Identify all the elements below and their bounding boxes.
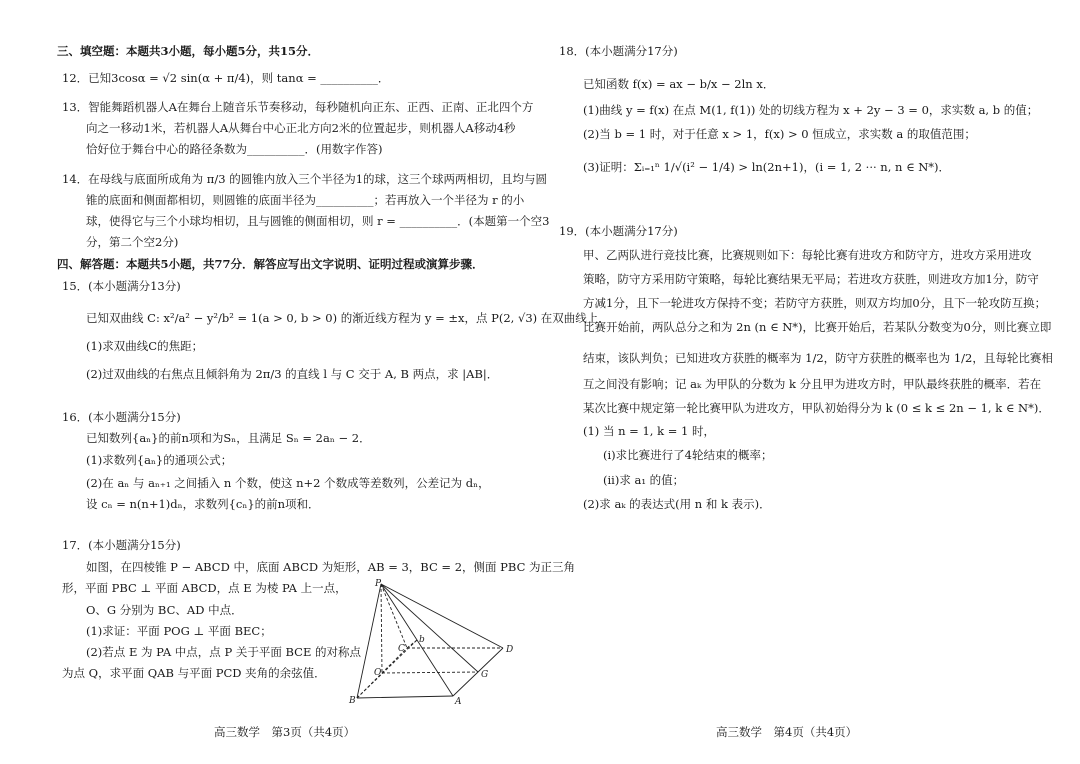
vertex-label: P: [375, 579, 382, 589]
question-19-line-3: 方减1分，且下一轮进攻方保持不变；若防守方获胜，则双方均加0分，且下一轮攻防互换；: [583, 296, 1047, 310]
question-14-line-2: 锥的底面和侧面都相切，则圆锥的底面半径为__________；若再放入一个半径为 r 的小: [86, 193, 525, 207]
section-answer-heading: 四、解答题：本题共5小题，共77分．解答应写出文字说明、证明过程或演算步骤．: [57, 257, 484, 271]
question-19-line-5: 结束，该队判负；已知进攻方获胜的概率为 1/2，防守方获胜的概率也为 1/2，且每轮比赛相: [583, 351, 1053, 365]
question-15-part-2: (2)过双曲线的右焦点且倾斜角为 2π/3 的直线 l 与 C 交于 A, B 两点，求 |AB|．: [86, 367, 499, 381]
question-13-line-3: 恰好位于舞台中心的路径条数为__________．(用数字作答): [86, 142, 383, 156]
vertex-label: D: [506, 645, 514, 655]
question-19-line-1: 甲、乙两队进行竞技比赛，比赛规则如下：每轮比赛有进攻方和防守方，进攻方采用进攻: [583, 248, 1032, 262]
question-16-stem: 已知数列{aₙ}的前n项和为Sₙ，且满足 Sₙ = 2aₙ − 2．: [86, 431, 371, 445]
question-19-part-1-i: (i)求比赛进行了4轮结束的概率；: [603, 448, 773, 462]
question-19-part-1-ii: (ii)求 a₁ 的值；: [603, 473, 685, 487]
edge-PD: [381, 584, 503, 648]
question-19-part-2: (2)求 aₖ 的表达式(用 n 和 k 表示)．: [583, 497, 771, 511]
vertex-label: A: [455, 697, 462, 707]
page-footer-left: 高三数学 第3页（共4页）: [214, 725, 356, 739]
question-15-stem: 已知双曲线 C: x²/a² − y²/b² = 1(a > 0, b > 0) 的渐近线方程为 y = ±x，点 P(2, √3) 在双曲线上．: [86, 311, 610, 325]
edge-BA: [357, 696, 453, 698]
question-16-part-2-cont: 设 cₙ = n(n+1)dₙ，求数列{cₙ}的前n项和．: [86, 497, 320, 511]
pyramid-figure: [345, 578, 520, 708]
exam-page-4: [540, 0, 1080, 764]
vertex-label: B: [349, 696, 356, 706]
question-18-part-1: (1)曲线 y = f(x) 在点 M(1, f(1)) 处的切线方程为 x + 2y − 3 = 0，求实数 a, b 的值；: [583, 103, 1039, 117]
question-13-line-1: 13．智能舞蹈机器人A在舞台上随音乐节奏移动，每秒随机向正东、正西、正南、正北四个方: [62, 100, 534, 114]
section-fill-in-heading: 三、填空题：本题共3小题，每小题5分，共15分．: [57, 44, 320, 58]
question-16-part-2: (2)在 aₙ 与 aₙ₊₁ 之间插入 n 个数，使这 n+2 个数成等差数列，公差记为 dₙ，: [86, 476, 490, 490]
question-17-part-2: (2)若点 E 为 PA 中点，点 P 关于平面 BCE 的对称点: [86, 645, 362, 659]
question-12: 12．已知3cosα = √2 sin(α + π/4)，则 tanα = __________．: [62, 71, 390, 85]
question-14-line-1: 14．在母线与底面所成角为 π/3 的圆锥内放入三个半径为1的球，这三个球两两相切，且均与圆: [62, 172, 548, 186]
question-18-title: 18．(本小题满分17分): [559, 44, 678, 58]
question-17-stem-3: O、G 分别为 BC、AD 中点．: [86, 603, 243, 617]
vertex-label: C: [398, 644, 405, 654]
page-footer-right: 高三数学 第4页（共4页）: [716, 725, 858, 739]
question-18-stem: 已知函数 f(x) = ax − b/x − 2ln x．: [583, 77, 775, 91]
vertex-label: O: [374, 668, 382, 678]
question-19-line-7: 某次比赛中规定第一轮比赛甲队为进攻方，甲队初始得分为 k (0 ≤ k ≤ 2n − 1, k ∈ N*)．: [583, 401, 1050, 415]
question-19-line-2: 策略，防守方采用防守策略，每轮比赛结果无平局；若进攻方获胜，则进攻方加1分，防守: [583, 272, 1039, 286]
question-19-line-4: 比赛开始前，两队总分之和为 2n (n ∈ N*)，比赛开始后，若某队分数变为0分，则比赛立即: [583, 320, 1052, 334]
vertex-label: G: [481, 670, 489, 680]
question-18-part-2: (2)当 b = 1 时，对于任意 x > 1，f(x) > 0 恒成立，求实数 a 的取值范围；: [583, 127, 976, 141]
edge-OG: [382, 672, 478, 673]
question-15-title: 15．(本小题满分13分): [62, 279, 181, 293]
question-14-line-3: 球，使得它与三个小球均相切，且与圆锥的侧面相切，则 r = __________．(本题第一个空3: [86, 214, 550, 228]
edge-BE: [357, 640, 417, 698]
question-19-title: 19．(本小题满分17分): [559, 224, 678, 238]
question-17-title: 17．(本小题满分15分): [62, 538, 181, 552]
edge-PB: [357, 584, 381, 698]
question-17-stem-2: 形，平面 PBC ⊥ 平面 ABCD，点 E 为棱 PA 上一点，: [62, 581, 347, 595]
question-16-title: 16．(本小题满分15分): [62, 410, 181, 424]
question-15-part-1: (1)求双曲线C的焦距；: [86, 339, 204, 353]
question-14-line-4: 分，第二个空2分): [86, 235, 179, 249]
edge-PC: [381, 584, 407, 648]
question-17-stem-1: 如图，在四棱锥 P − ABCD 中，底面 ABCD 为矩形，AB = 3，BC = 2，侧面 PBC 为正三角: [86, 560, 576, 574]
vertex-label: b: [419, 635, 425, 645]
edge-PO: [381, 584, 382, 673]
question-13-line-2: 向之一移动1米，若机器人A从舞台中心正北方向2米的位置起步，则机器人A移动4秒: [86, 121, 516, 135]
question-16-part-1: (1)求数列{aₙ}的通项公式；: [86, 453, 233, 467]
question-19-part-1: (1) 当 n = 1, k = 1 时，: [583, 424, 715, 438]
question-17-part-2-cont: 为点 Q，求平面 QAB 与平面 PCD 夹角的余弦值．: [62, 666, 326, 680]
question-18-part-3: (3)证明：Σᵢ₌₁ⁿ 1/√(i² − 1/4) > ln(2n+1)，(i = 1, 2 ··· n, n ∈ N*)．: [583, 160, 951, 174]
question-17-part-1: (1)求证：平面 POG ⊥ 平面 BEC；: [86, 624, 272, 638]
question-19-line-6: 互之间没有影响；记 aₖ 为甲队的分数为 k 分且甲为进攻方时，甲队最终获胜的概率．若在: [583, 377, 1042, 391]
